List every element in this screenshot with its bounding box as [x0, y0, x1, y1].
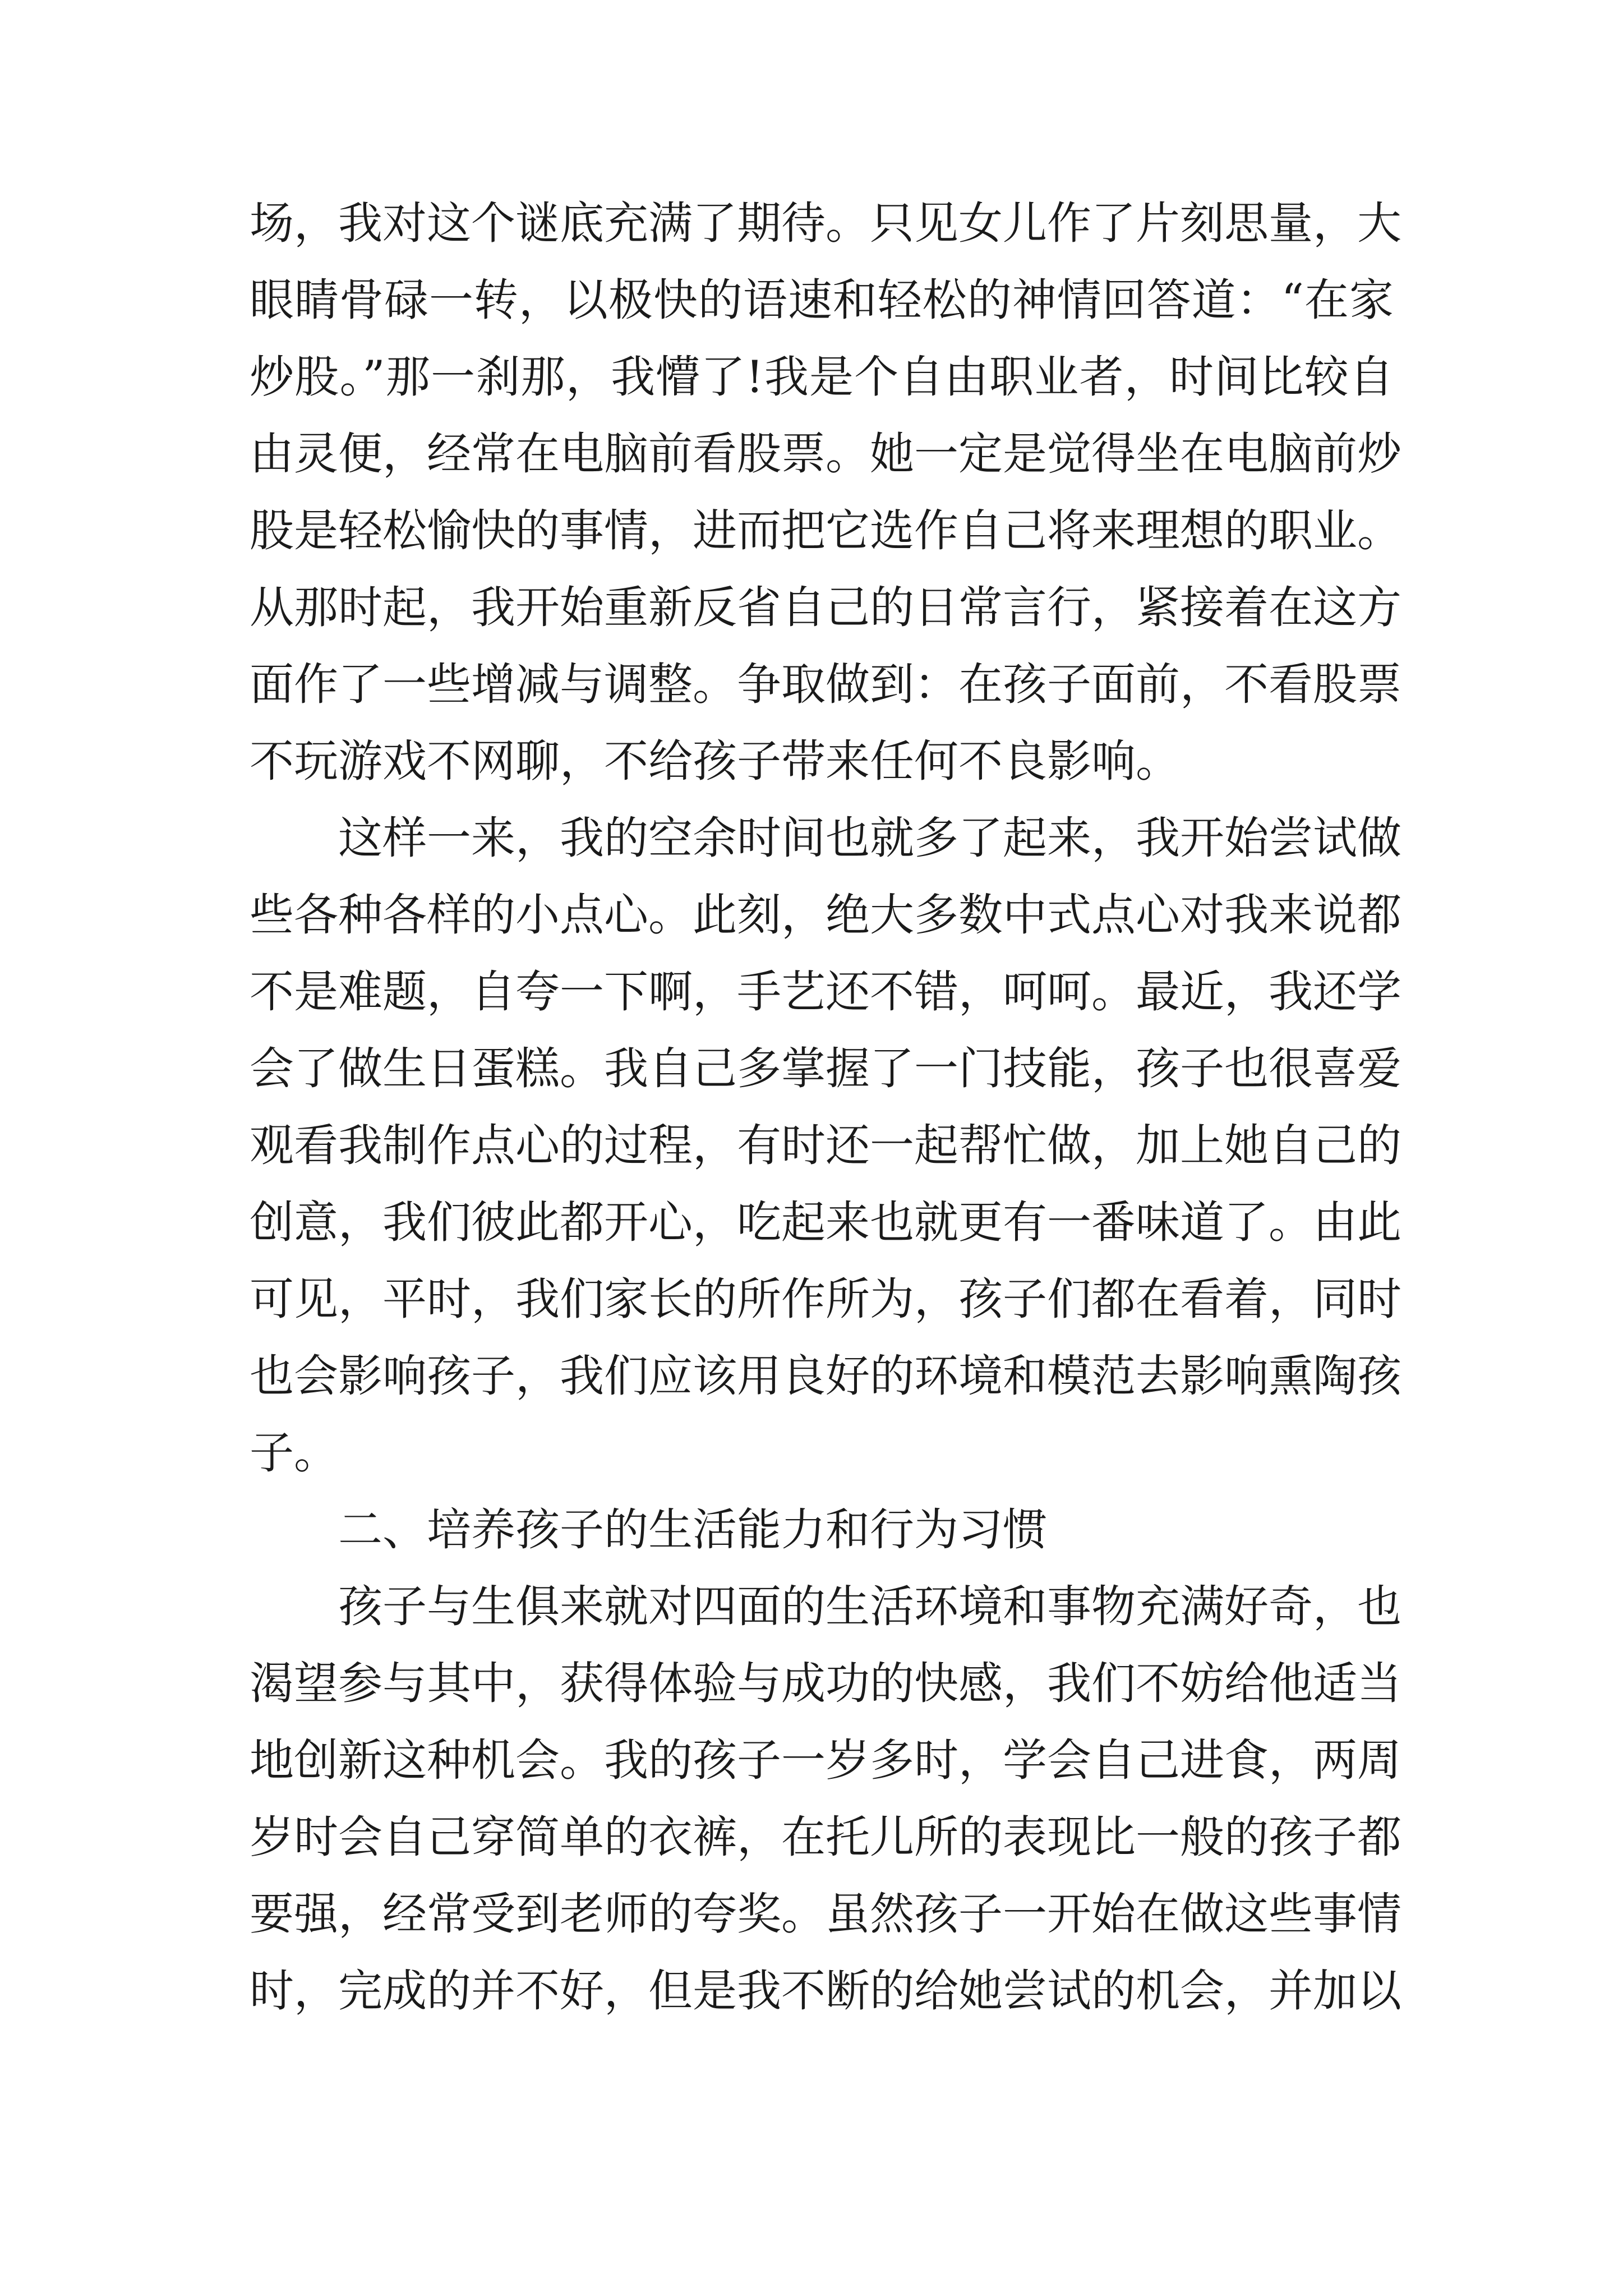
text-line: 股是轻松愉快的事情，进而把它选作自己将来理想的职业。 [250, 505, 1401, 556]
text-line: 也会影响孩子，我们应该用良好的环境和模范去影响熏陶孩 [250, 1350, 1401, 1402]
text-line: 眼睛骨碌一转，以极快的语速和轻松的神情回答道：“在家 [250, 274, 1394, 326]
text-line: 要强，经常受到老师的夸奖。虽然孩子一开始在做这些事情 [250, 1888, 1401, 1940]
paragraph-first-line: 这样一来，我的空余时间也就多了起来，我开始尝试做 [338, 812, 1401, 864]
text-line: 可见，平时，我们家长的所作所为，孩子们都在看着，同时 [250, 1273, 1401, 1325]
text-line: 些各种各样的小点心。此刻，绝大多数中式点心对我来说都 [250, 889, 1401, 941]
text-line: 由灵便，经常在电脑前看股票。她一定是觉得坐在电脑前炒 [250, 428, 1401, 480]
text-line: 不是难题，自夸一下啊，手艺还不错，呵呵。最近，我还学 [250, 966, 1401, 1018]
text-line: 场，我对这个谜底充满了期待。只见女儿作了片刻思量，大 [250, 197, 1401, 249]
text-line: 观看我制作点心的过程，有时还一起帮忙做，加上她自己的 [250, 1120, 1401, 1171]
text-line: 渴望参与其中，获得体验与成功的快感，我们不妨给他适当 [250, 1658, 1401, 1709]
text-line: 地创新这种机会。我的孩子一岁多时，学会自己进食，两周 [250, 1734, 1401, 1786]
text-line: 炒股。”那一刹那，我懵了!我是个自由职业者，时间比较自 [250, 351, 1394, 403]
text-line: 时，完成的并不好，但是我不断的给她尝试的机会，并加以 [250, 1965, 1401, 2017]
paragraph-first-line: 孩子与生俱来就对四面的生活环境和事物充满好奇，也 [338, 1581, 1401, 1632]
text-line: 岁时会自己穿简单的衣裤，在托儿所的表现比一般的孩子都 [250, 1811, 1401, 1863]
text-line: 子。 [250, 1427, 338, 1479]
text-line: 不玩游戏不网聊，不给孩子带来任何不良影响。 [250, 735, 1180, 787]
text-line: 面作了一些增减与调整。争取做到：在孩子面前，不看股票 [250, 659, 1401, 710]
text-line: 创意，我们彼此都开心，吃起来也就更有一番味道了。由此 [250, 1197, 1401, 1248]
section-heading: 二、培养孩子的生活能力和行为习惯 [338, 1504, 1047, 1556]
body-text [250, 185, 1401, 2030]
text-line: 从那时起，我开始重新反省自己的日常言行，紧接着在这方 [250, 582, 1401, 633]
text-line: 会了做生日蛋糕。我自己多掌握了一门技能，孩子也很喜爱 [250, 1043, 1401, 1094]
